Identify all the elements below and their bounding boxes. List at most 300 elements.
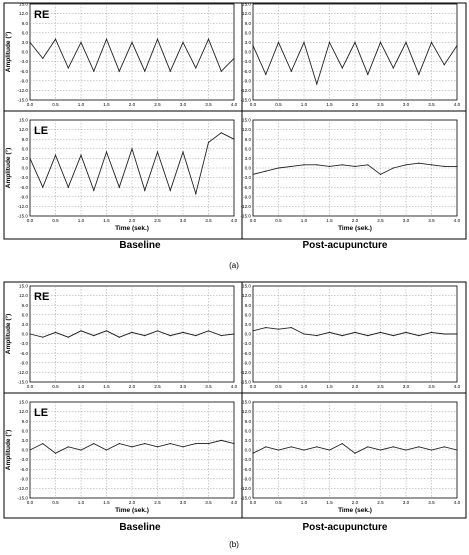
- data-point: [195, 335, 196, 336]
- data-point: [170, 71, 171, 72]
- data-point: [119, 71, 120, 72]
- y-tick-label: -6.0: [243, 350, 251, 356]
- y-axis-title: Amplitude (°): [5, 429, 12, 471]
- data-point: [291, 71, 292, 72]
- y-tick-label: 0.0: [21, 49, 28, 55]
- y-tick-label: 9.0: [244, 20, 251, 26]
- x-tick-label: 1.0: [300, 102, 308, 107]
- y-tick-label: 3.0: [21, 40, 28, 45]
- data-point: [252, 330, 253, 331]
- y-tick-label: 6.0: [21, 312, 28, 318]
- y-tick-label: 12.0: [242, 127, 251, 133]
- x-tick-label: 0.0: [26, 102, 34, 107]
- x-tick-label: 3.5: [428, 384, 435, 389]
- x-tick-label: 3.0: [402, 500, 410, 505]
- y-tick-label: 12.0: [242, 409, 251, 415]
- data-point: [367, 164, 368, 165]
- data-point: [418, 163, 419, 164]
- data-point: [170, 443, 171, 444]
- x-tick-label: 4.0: [230, 102, 238, 107]
- data-point: [29, 158, 30, 159]
- data-point: [354, 453, 355, 454]
- x-tick-label: 0.0: [249, 500, 257, 505]
- x-axis-title: Time (sek.): [338, 225, 372, 232]
- y-tick-label: -12.0: [240, 204, 251, 209]
- data-point: [170, 335, 171, 336]
- y-tick-label: 6.0: [21, 30, 28, 36]
- data-point: [291, 446, 292, 447]
- y-tick-label: -12.0: [17, 370, 28, 375]
- x-tick-label: 0.0: [249, 218, 257, 223]
- x-tick-label: 2.0: [351, 500, 359, 505]
- y-tick-label: 12.0: [19, 127, 28, 133]
- x-tick-label: 2.5: [154, 500, 161, 505]
- x-tick-label: 1.5: [326, 102, 333, 107]
- x-tick-label: 1.0: [77, 102, 85, 107]
- data-point: [195, 193, 196, 194]
- y-tick-label: -6.0: [20, 68, 28, 74]
- y-tick-label: 0.0: [244, 447, 251, 453]
- data-point: [182, 446, 183, 447]
- data-point: [303, 42, 304, 43]
- x-tick-label: 3.0: [179, 500, 187, 505]
- data-point: [431, 332, 432, 333]
- y-tick-label: -6.0: [243, 466, 251, 472]
- data-point: [456, 333, 457, 334]
- data-point: [93, 71, 94, 72]
- data-point: [29, 42, 30, 43]
- y-tick-label: -12.0: [240, 486, 251, 491]
- data-point: [80, 330, 81, 331]
- data-point: [157, 330, 158, 331]
- x-tick-label: 4.0: [230, 500, 238, 505]
- data-point: [80, 155, 81, 156]
- y-tick-label: -15.0: [240, 495, 251, 501]
- data-point: [405, 332, 406, 333]
- data-point: [278, 329, 279, 330]
- x-tick-label: 2.5: [377, 384, 384, 389]
- data-point: [329, 42, 330, 43]
- y-tick-label: 3.0: [244, 40, 251, 45]
- y-tick-label: 6.0: [21, 146, 28, 152]
- x-tick-label: 3.0: [179, 384, 187, 389]
- x-tick-label: 2.5: [154, 384, 161, 389]
- data-point: [278, 167, 279, 168]
- x-tick-label: 1.5: [326, 500, 333, 505]
- y-tick-label: 3.0: [21, 438, 28, 443]
- data-point: [42, 187, 43, 188]
- y-tick-label: 9.0: [21, 20, 28, 26]
- x-tick-label: 2.0: [351, 102, 359, 107]
- data-point: [157, 151, 158, 152]
- y-tick-label: -3.0: [243, 59, 251, 65]
- data-point: [157, 39, 158, 40]
- x-tick-label: 1.0: [300, 218, 308, 223]
- x-tick-label: 1.0: [77, 384, 85, 389]
- y-tick-label: -6.0: [20, 466, 28, 472]
- data-point: [29, 333, 30, 334]
- y-tick-label: 15.0: [242, 117, 251, 123]
- y-tick-label: 12.0: [242, 293, 251, 299]
- data-point: [252, 453, 253, 454]
- y-tick-label: 15.0: [19, 117, 28, 123]
- y-tick-label: -15.0: [17, 495, 28, 501]
- x-tick-label: 1.0: [300, 384, 308, 389]
- x-tick-label: 3.5: [428, 500, 435, 505]
- y-tick-label: 0.0: [244, 331, 251, 337]
- x-tick-label: 4.0: [230, 384, 238, 389]
- y-tick-label: 3.0: [244, 322, 251, 327]
- data-point: [444, 333, 445, 334]
- data-point: [131, 42, 132, 43]
- y-tick-label: 9.0: [244, 136, 251, 142]
- x-tick-label: 4.0: [230, 218, 238, 223]
- data-point: [93, 335, 94, 336]
- data-point: [367, 335, 368, 336]
- x-axis-title: Time (sek.): [115, 507, 149, 514]
- data-point: [380, 449, 381, 450]
- data-point: [55, 39, 56, 40]
- data-point: [329, 332, 330, 333]
- data-point: [144, 71, 145, 72]
- data-point: [252, 174, 253, 175]
- data-point: [342, 164, 343, 165]
- data-point: [55, 453, 56, 454]
- data-point: [291, 327, 292, 328]
- data-point: [208, 142, 209, 143]
- column-title: Post-acupuncture: [302, 240, 388, 251]
- y-tick-label: 6.0: [244, 146, 251, 152]
- data-point: [291, 166, 292, 167]
- y-tick-label: -9.0: [243, 360, 251, 366]
- data-point: [208, 39, 209, 40]
- y-tick-label: 3.0: [244, 156, 251, 161]
- data-point: [182, 332, 183, 333]
- y-tick-label: 0.0: [21, 447, 28, 453]
- data-point: [393, 67, 394, 68]
- x-tick-label: 3.0: [402, 384, 410, 389]
- y-tick-label: -9.0: [20, 78, 28, 84]
- data-point: [131, 446, 132, 447]
- y-tick-label: 9.0: [244, 302, 251, 308]
- x-tick-label: 3.5: [205, 500, 212, 505]
- y-tick-label: 15.0: [19, 399, 28, 405]
- data-point: [393, 446, 394, 447]
- chart-panel: [241, 284, 461, 389]
- x-tick-label: 3.0: [402, 218, 410, 223]
- y-tick-label: -9.0: [20, 476, 28, 482]
- data-point: [221, 71, 222, 72]
- data-point: [444, 166, 445, 167]
- y-tick-label: 15.0: [242, 399, 251, 405]
- y-tick-label: -12.0: [17, 204, 28, 209]
- x-tick-label: 4.0: [453, 102, 461, 107]
- data-point: [342, 443, 343, 444]
- y-axis-title: Amplitude (°): [5, 313, 12, 355]
- x-tick-label: 4.0: [453, 218, 461, 223]
- data-point: [418, 335, 419, 336]
- y-tick-label: 15.0: [19, 1, 28, 7]
- x-tick-label: 0.0: [26, 384, 34, 389]
- x-tick-label: 3.0: [179, 218, 187, 223]
- y-tick-label: -3.0: [20, 175, 28, 181]
- eye-label: RE: [34, 291, 50, 303]
- data-point: [405, 449, 406, 450]
- data-point: [278, 449, 279, 450]
- x-tick-label: 0.0: [249, 384, 257, 389]
- y-tick-label: -9.0: [243, 194, 251, 200]
- data-point: [303, 449, 304, 450]
- data-point: [195, 67, 196, 68]
- data-point: [393, 335, 394, 336]
- x-tick-label: 0.5: [275, 500, 282, 505]
- data-point: [265, 446, 266, 447]
- x-tick-label: 0.5: [275, 218, 282, 223]
- data-point: [208, 330, 209, 331]
- data-point: [182, 42, 183, 43]
- x-tick-label: 0.0: [249, 102, 257, 107]
- y-tick-label: 0.0: [21, 331, 28, 337]
- x-axis-title: Time (sek.): [115, 225, 149, 232]
- data-point: [208, 443, 209, 444]
- data-point: [265, 171, 266, 172]
- y-tick-label: 12.0: [242, 11, 251, 17]
- x-tick-label: 2.0: [128, 102, 136, 107]
- data-point: [431, 42, 432, 43]
- y-tick-label: -3.0: [243, 457, 251, 463]
- data-point: [418, 446, 419, 447]
- data-point: [265, 327, 266, 328]
- data-point: [342, 67, 343, 68]
- data-point: [444, 446, 445, 447]
- data-point: [106, 151, 107, 152]
- data-point: [119, 443, 120, 444]
- data-point: [233, 333, 234, 334]
- data-point: [367, 74, 368, 75]
- x-tick-label: 2.5: [377, 500, 384, 505]
- y-tick-label: -15.0: [17, 379, 28, 385]
- data-point: [195, 443, 196, 444]
- y-tick-label: 6.0: [244, 312, 251, 318]
- data-point: [131, 332, 132, 333]
- data-point: [405, 164, 406, 165]
- x-tick-label: 2.0: [128, 218, 136, 223]
- x-tick-label: 1.0: [77, 218, 85, 223]
- data-point: [182, 151, 183, 152]
- x-tick-label: 0.5: [275, 384, 282, 389]
- column-title: Post-acupuncture: [302, 522, 388, 533]
- y-tick-label: 12.0: [19, 293, 28, 299]
- data-point: [233, 443, 234, 444]
- x-tick-label: 2.5: [154, 218, 161, 223]
- x-tick-label: 1.0: [77, 500, 85, 505]
- y-tick-label: 6.0: [244, 30, 251, 36]
- data-point: [42, 337, 43, 338]
- data-point: [233, 58, 234, 59]
- y-tick-label: -15.0: [17, 213, 28, 219]
- data-point: [106, 330, 107, 331]
- y-tick-label: -3.0: [243, 341, 251, 347]
- x-tick-label: 2.0: [128, 500, 136, 505]
- data-point: [131, 148, 132, 149]
- data-point: [342, 335, 343, 336]
- chart-panel: [241, 400, 461, 514]
- data-point: [144, 190, 145, 191]
- figure-caption: (a): [229, 261, 239, 270]
- x-tick-label: 2.5: [154, 102, 161, 107]
- eye-label: LE: [34, 125, 49, 137]
- x-tick-label: 2.5: [377, 218, 384, 223]
- y-tick-label: 3.0: [21, 156, 28, 161]
- y-tick-label: 12.0: [19, 11, 28, 17]
- y-tick-label: -6.0: [20, 184, 28, 190]
- x-tick-label: 3.5: [205, 218, 212, 223]
- y-tick-label: -6.0: [20, 350, 28, 356]
- x-tick-label: 1.5: [326, 218, 333, 223]
- data-point: [456, 166, 457, 167]
- x-tick-label: 4.0: [453, 500, 461, 505]
- data-point: [278, 42, 279, 43]
- data-point: [233, 139, 234, 140]
- y-tick-label: 9.0: [21, 136, 28, 142]
- data-point: [431, 449, 432, 450]
- eye-label: RE: [34, 9, 50, 21]
- data-point: [418, 74, 419, 75]
- data-point: [380, 42, 381, 43]
- chart-panel: [4, 400, 238, 514]
- y-tick-label: 15.0: [242, 1, 251, 7]
- y-tick-label: -12.0: [17, 88, 28, 93]
- data-point: [221, 132, 222, 133]
- data-point: [119, 337, 120, 338]
- y-tick-label: 0.0: [21, 165, 28, 171]
- x-tick-label: 3.0: [179, 102, 187, 107]
- chart-panel: [4, 118, 238, 232]
- figure-caption: (b): [229, 540, 239, 549]
- y-tick-label: -9.0: [20, 194, 28, 200]
- x-tick-label: 1.5: [326, 384, 333, 389]
- y-tick-label: 9.0: [21, 418, 28, 424]
- x-tick-label: 2.0: [128, 384, 136, 389]
- chart-panel: [4, 2, 238, 107]
- data-point: [354, 42, 355, 43]
- data-point: [221, 440, 222, 441]
- data-point: [444, 64, 445, 65]
- y-tick-label: 15.0: [19, 283, 28, 289]
- y-tick-label: 9.0: [21, 302, 28, 308]
- x-tick-label: 1.5: [103, 384, 110, 389]
- x-tick-label: 0.5: [52, 218, 59, 223]
- data-point: [42, 443, 43, 444]
- x-tick-label: 1.5: [103, 102, 110, 107]
- x-tick-label: 3.5: [428, 102, 435, 107]
- x-axis-title: Time (sek.): [338, 507, 372, 514]
- data-point: [68, 67, 69, 68]
- eye-label: LE: [34, 407, 49, 419]
- x-tick-label: 0.5: [275, 102, 282, 107]
- data-point: [354, 166, 355, 167]
- x-tick-label: 2.0: [351, 218, 359, 223]
- y-tick-label: -3.0: [20, 59, 28, 65]
- x-tick-label: 1.0: [300, 500, 308, 505]
- data-point: [221, 335, 222, 336]
- data-point: [354, 332, 355, 333]
- data-point: [68, 337, 69, 338]
- data-point: [316, 164, 317, 165]
- x-tick-label: 0.0: [26, 500, 34, 505]
- data-point: [431, 164, 432, 165]
- x-tick-label: 2.0: [351, 384, 359, 389]
- data-point: [405, 42, 406, 43]
- y-tick-label: -9.0: [243, 78, 251, 84]
- y-tick-label: -3.0: [243, 175, 251, 181]
- y-tick-label: 9.0: [244, 418, 251, 424]
- x-tick-label: 4.0: [453, 384, 461, 389]
- y-tick-label: -3.0: [20, 457, 28, 463]
- chart-panel: [241, 2, 461, 107]
- y-tick-label: 0.0: [244, 165, 251, 171]
- data-point: [157, 446, 158, 447]
- x-tick-label: 0.5: [52, 102, 59, 107]
- data-point: [144, 335, 145, 336]
- data-point: [265, 74, 266, 75]
- data-point: [316, 446, 317, 447]
- y-tick-label: -12.0: [240, 88, 251, 93]
- y-tick-label: 0.0: [244, 49, 251, 55]
- y-tick-label: -15.0: [240, 213, 251, 219]
- data-point: [93, 443, 94, 444]
- data-point: [55, 332, 56, 333]
- data-point: [29, 449, 30, 450]
- x-tick-label: 0.5: [52, 500, 59, 505]
- data-point: [68, 446, 69, 447]
- data-point: [329, 166, 330, 167]
- column-title: Baseline: [119, 522, 161, 533]
- data-point: [68, 187, 69, 188]
- y-axis-title: Amplitude (°): [5, 31, 12, 73]
- data-point: [144, 443, 145, 444]
- data-point: [106, 39, 107, 40]
- data-point: [80, 42, 81, 43]
- data-point: [380, 332, 381, 333]
- data-point: [303, 164, 304, 165]
- column-title: Baseline: [119, 240, 161, 251]
- x-tick-label: 0.5: [52, 384, 59, 389]
- y-axis-title: Amplitude (°): [5, 147, 12, 189]
- x-tick-label: 1.5: [103, 218, 110, 223]
- y-tick-label: 15.0: [242, 283, 251, 289]
- data-point: [380, 174, 381, 175]
- y-tick-label: 12.0: [19, 409, 28, 415]
- data-point: [316, 335, 317, 336]
- y-tick-label: -9.0: [20, 360, 28, 366]
- data-point: [170, 190, 171, 191]
- data-point: [80, 449, 81, 450]
- x-tick-label: 3.5: [205, 384, 212, 389]
- data-point: [252, 45, 253, 46]
- y-tick-label: -15.0: [240, 97, 251, 103]
- y-tick-label: 6.0: [244, 428, 251, 434]
- y-tick-label: -15.0: [240, 379, 251, 385]
- y-tick-label: -6.0: [243, 68, 251, 74]
- data-point: [55, 155, 56, 156]
- data-point: [119, 187, 120, 188]
- y-tick-label: -12.0: [17, 486, 28, 491]
- y-tick-label: -12.0: [240, 370, 251, 375]
- y-tick-label: -9.0: [243, 476, 251, 482]
- x-tick-label: 0.0: [26, 218, 34, 223]
- data-point: [329, 449, 330, 450]
